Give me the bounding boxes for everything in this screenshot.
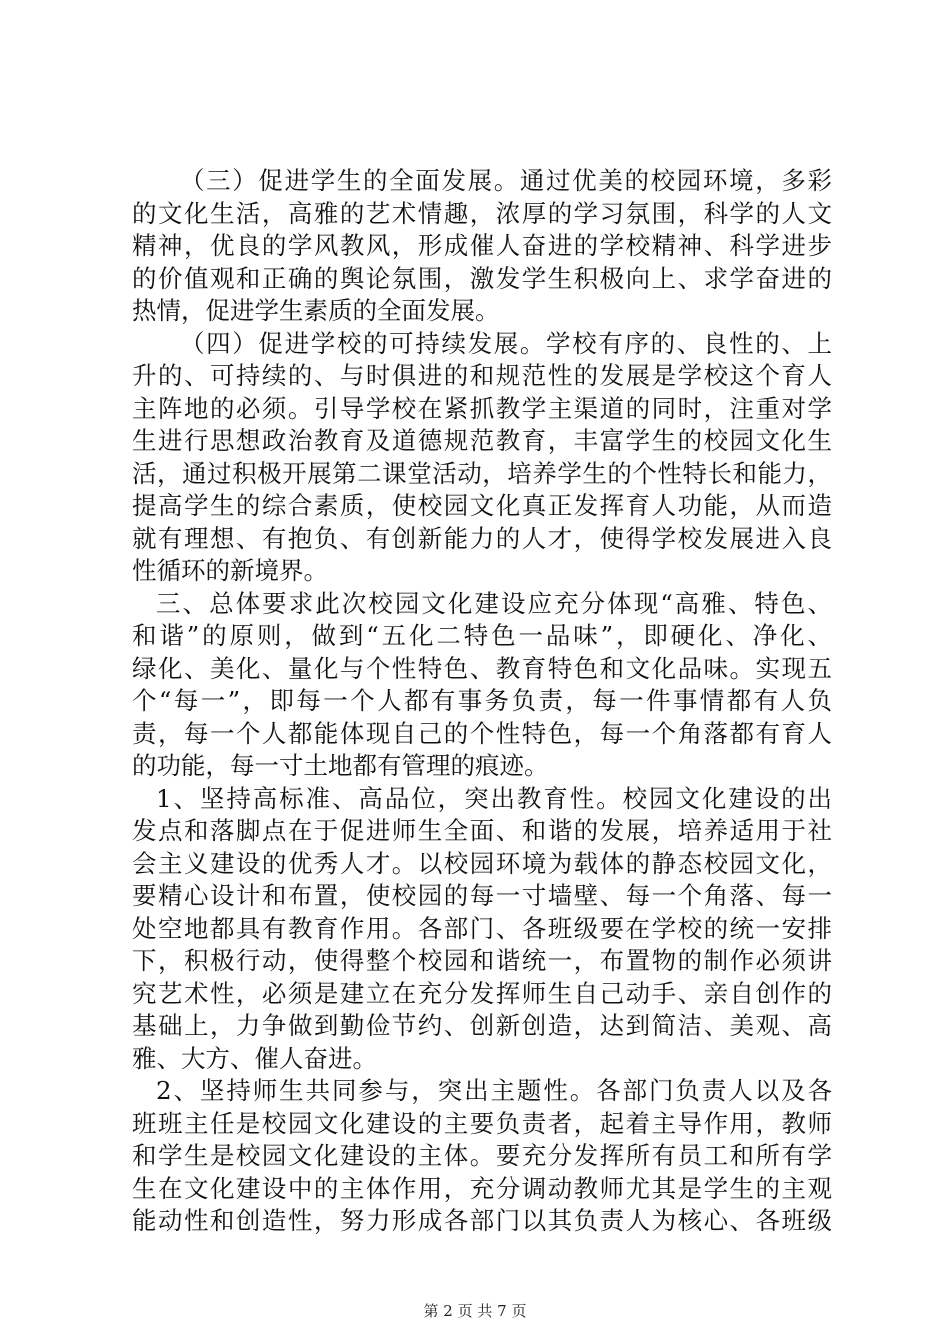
paragraph-line: 发点和落脚点在于促进师生全面、和谐的发展，培养适用于社 — [132, 816, 832, 845]
paragraph-line: 责，每一个人都能体现自己的个性特色，每一个角落都有育人 — [132, 718, 832, 748]
paragraph-line: 会主义建设的优秀人才。以校园环境为载体的静态校园文化， — [132, 848, 832, 878]
paragraph — [132, 783, 832, 1076]
paragraph-line: 基础上，力争做到勤俭节约、创新创造，达到简洁、美观、高 — [132, 1011, 832, 1040]
paragraph-line: 能动性和创造性，努力形成各部门以其负责人为核心、各班级 — [132, 1206, 832, 1235]
paragraph-line: 精神，优良的学风教风，形成催人奋进的学校精神、科学进步 — [132, 231, 832, 260]
paragraph-line: （四）促进学校的可持续发展。学校有序的、良性的、上 — [180, 328, 832, 358]
document-body — [132, 165, 832, 1238]
paragraph-line: 就有理想、有抱负、有创新能力的人才，使得学校发展进入良 — [132, 523, 832, 553]
paragraph — [132, 165, 832, 328]
paragraph-line: 性循环的新境界。 — [132, 556, 328, 585]
paragraph-line: （三）促进学生的全面发展。通过优美的校园环境，多彩 — [180, 166, 832, 195]
paragraph-line: 的功能，每一寸土地都有管理的痕迹。 — [132, 751, 549, 780]
paragraph — [132, 1075, 832, 1238]
paragraph-line: 生进行思想政治教育及道德规范教育，丰富学生的校园文化生 — [132, 426, 832, 455]
paragraph-line: 2、坚持师生共同参与，突出主题性。各部门负责人以及各 — [156, 1076, 832, 1105]
paragraph-line: 提高学生的综合素质，使校园文化真正发挥育人功能，从而造 — [132, 491, 832, 520]
paragraph-line: 雅、大方、催人奋进。 — [132, 1043, 377, 1073]
paragraph-line: 生在文化建设中的主体作用，充分调动教师尤其是学生的主观 — [132, 1173, 832, 1203]
paragraph-line: 要精心设计和布置，使校园的每一寸墙壁、每一个角落、每一 — [132, 881, 832, 910]
paragraph-line: 下，积极行动，使得整个校园和谐统一，布置物的制作必须讲 — [132, 946, 832, 975]
paragraph-line: 三、总体要求此次校园文化建设应充分体现“高雅、特色、 — [156, 588, 832, 618]
paragraph-line: 升的、可持续的、与时俱进的和规范性的发展是学校这个育人 — [132, 361, 832, 390]
paragraph-line: 和谐”的原则，做到“五化二特色一品味”，即硬化、净化、 — [132, 621, 832, 650]
paragraph-line: 个“每一”，即每一个人都有事务负责，每一件事情都有人负 — [132, 686, 832, 715]
paragraph-line: 绿化、美化、量化与个性特色、教育特色和文化品味。实现五 — [132, 653, 832, 683]
paragraph-line: 的文化生活，高雅的艺术情趣，浓厚的学习氛围，科学的人文 — [132, 198, 832, 228]
paragraph — [132, 588, 832, 783]
paragraph-line: 热情，促进学生素质的全面发展。 — [132, 296, 500, 325]
paragraph-line: 处空地都具有教育作用。各部门、各班级要在学校的统一安排 — [132, 913, 832, 943]
paragraph — [132, 328, 832, 588]
paragraph-line: 1、坚持高标准、高品位，突出教育性。校园文化建设的出 — [156, 783, 832, 813]
paragraph-line: 活，通过积极开展第二课堂活动，培养学生的个性特长和能力， — [132, 458, 832, 488]
paragraph-line: 究艺术性，必须是建立在充分发挥师生自己动手、亲自创作的 — [132, 978, 832, 1008]
paragraph-line: 的价值观和正确的舆论氛围，激发学生积极向上、求学奋进的 — [132, 263, 832, 293]
paragraph-line: 主阵地的必须。引导学校在紧抓教学主渠道的同时，注重对学 — [132, 393, 832, 423]
page-footer: 第 2 页 共 7 页 — [423, 1302, 527, 1320]
paragraph-line: 和学生是校园文化建设的主体。要充分发挥所有员工和所有学 — [132, 1141, 832, 1170]
paragraph-line: 班班主任是校园文化建设的主要负责者，起着主导作用，教师 — [132, 1108, 832, 1138]
